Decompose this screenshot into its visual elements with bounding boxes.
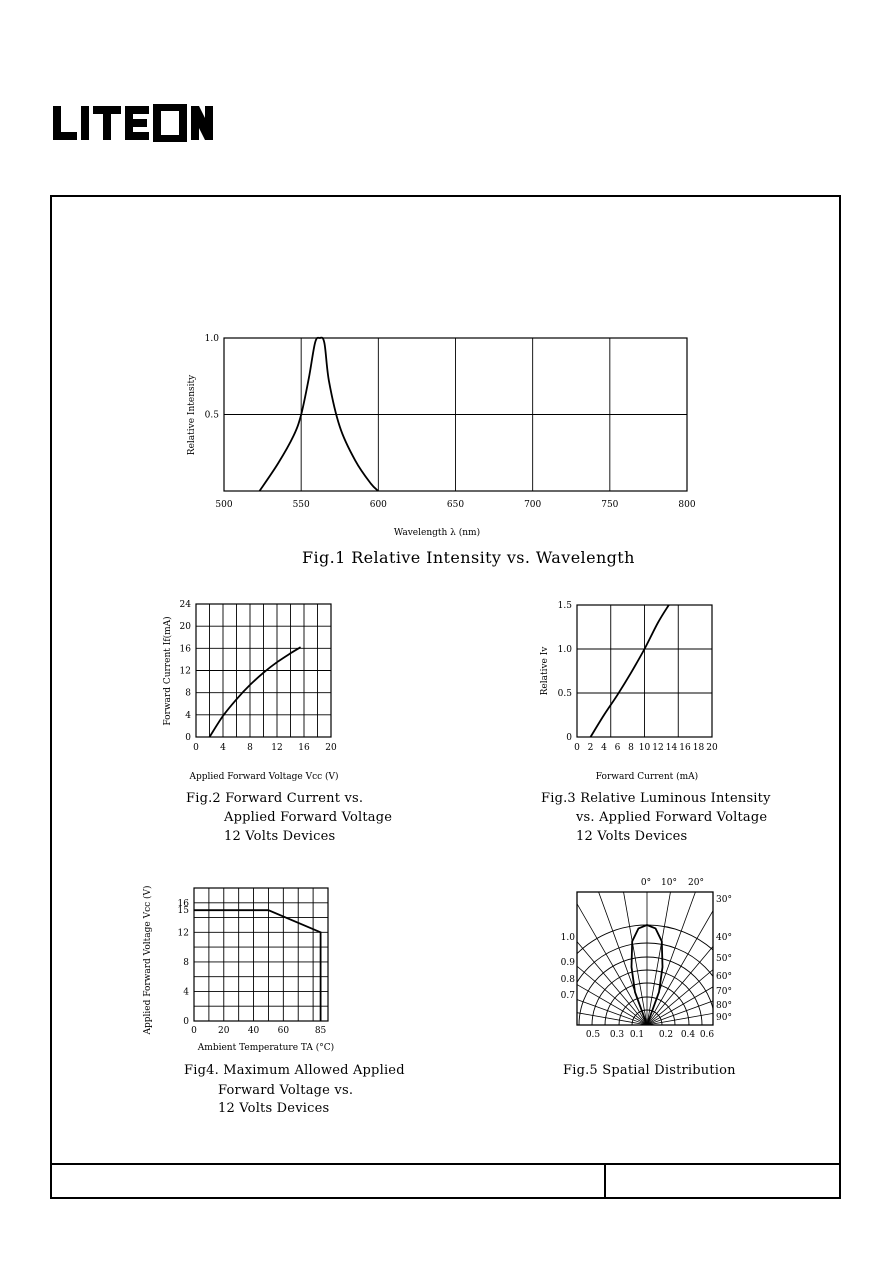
y-tick-label: 24 [179, 600, 191, 610]
x-tick-label: 60 [277, 1026, 290, 1036]
angle-label: 40° [716, 933, 732, 943]
angle-label: 30° [716, 895, 732, 905]
angle-label: 20° [688, 878, 704, 888]
fig4-caption-line: Fig4. Maximum Allowed Applied [184, 1063, 405, 1078]
x-tick-label: 16 [298, 743, 310, 753]
x-tick-label: 16 [679, 743, 691, 753]
angle-label: 0° [640, 878, 652, 888]
x-tick-label: 2 [587, 743, 594, 753]
footer-rule [52, 1163, 839, 1165]
x-tick-label: 14 [665, 743, 678, 753]
x-tick-label: 20 [218, 1026, 230, 1036]
fig5-caption-line: Fig.5 Spatial Distribution [563, 1063, 736, 1078]
y-tick-label: 0 [183, 1017, 189, 1027]
x-tick-label: 85 [314, 1026, 327, 1036]
fig1-caption-line: Fig.1 Relative Intensity vs. Wavelength [302, 548, 635, 567]
y-tick-label: 1.0 [557, 645, 572, 655]
x-axis-label: Ambient Temperature TA (°C) [197, 1043, 335, 1053]
y-tick-label: 8 [185, 688, 191, 699]
y-tick-label: 1.5 [557, 601, 572, 611]
x-tick-label: 12 [271, 743, 283, 753]
angle-label: 10° [661, 878, 677, 888]
x-tick-label: 8 [628, 743, 634, 753]
bottom-scale-label: 0.4 [680, 1030, 696, 1040]
x-tick-label: 700 [524, 500, 542, 510]
x-tick-label: 6 [614, 743, 621, 753]
y-tick-label: 0.5 [557, 689, 572, 699]
y-tick-label: 4 [185, 710, 191, 721]
series-line [591, 605, 669, 737]
x-tick-label: 0 [193, 743, 199, 753]
fig2-caption-line: 12 Volts Devices [224, 829, 336, 844]
angle-label: 80° [716, 1001, 732, 1011]
x-tick-label: 500 [215, 500, 233, 510]
x-tick-label: 4 [220, 743, 226, 753]
y-axis-label: Relative Intensity [187, 374, 197, 456]
bottom-scale-label: 0.1 [629, 1030, 645, 1040]
y-tick-label: 12 [177, 928, 189, 939]
x-tick-label: 8 [247, 743, 253, 753]
y-tick-label: 20 [179, 622, 191, 633]
y-tick-label: 16 [179, 644, 191, 655]
angle-label: 60° [716, 972, 732, 982]
fig4-caption-line: Forward Voltage vs. [218, 1083, 354, 1098]
liteon-logo [53, 104, 218, 142]
x-axis-label: Wavelength λ (nm) [393, 528, 481, 538]
fig2-caption-line: Fig.2 Forward Current vs. [186, 791, 364, 806]
x-tick-label: 10 [638, 743, 651, 753]
y-tick-label: 15 [177, 906, 189, 917]
angle-label: 90° [716, 1013, 732, 1023]
x-tick-label: 650 [446, 500, 465, 510]
x-tick-label: 600 [369, 500, 387, 510]
bottom-scale-label: 0.5 [585, 1030, 601, 1040]
fig3-caption-line: 12 Volts Devices [576, 829, 688, 844]
radial-label: 0.8 [560, 975, 575, 985]
y-axis-label: Relative Iv [540, 646, 550, 696]
fig2-caption-line: Applied Forward Voltage [224, 810, 393, 825]
plot-frame [577, 892, 713, 1025]
angle-label: 50° [716, 954, 732, 964]
x-tick-label: 18 [692, 743, 705, 753]
y-tick-label: 12 [179, 666, 191, 677]
x-tick-label: 750 [601, 500, 619, 510]
x-tick-label: 0 [574, 743, 580, 753]
y-tick-label: 0.5 [204, 410, 219, 421]
y-tick-label: 16 [177, 898, 189, 909]
y-axis-label: Forward Current If(mA) [163, 616, 173, 726]
bottom-scale-label: 0.3 [609, 1030, 625, 1040]
x-tick-label: 4 [601, 743, 607, 753]
y-tick-label: 0 [566, 733, 572, 743]
fig4-chart [138, 880, 353, 1060]
fig3-caption-line: vs. Applied Forward Voltage [576, 810, 768, 825]
footer-divider [604, 1163, 606, 1197]
x-tick-label: 40 [247, 1026, 260, 1036]
y-tick-label: 0 [185, 733, 191, 743]
y-tick-label: 8 [183, 957, 189, 968]
bottom-scale-label: 0.2 [658, 1030, 674, 1040]
angle-label: 70° [716, 987, 732, 997]
fig1-chart [180, 330, 710, 545]
x-tick-label: 20 [706, 743, 718, 753]
x-tick-label: 0 [191, 1026, 197, 1036]
x-tick-label: 800 [678, 500, 696, 510]
y-axis-label: Applied Forward Voltage Vcc (V) [143, 885, 153, 1035]
fig3-caption-line: Fig.3 Relative Luminous Intensity [541, 791, 771, 806]
radial-label: 0.7 [560, 991, 575, 1001]
x-tick-label: 12 [652, 743, 664, 753]
y-tick-label: 1.0 [204, 334, 219, 344]
x-axis-label: Applied Forward Voltage Vcc (V) [189, 772, 339, 782]
bottom-scale-label: 0.6 [699, 1030, 715, 1040]
fig2-chart [155, 595, 365, 785]
series-line [194, 910, 321, 1021]
x-tick-label: 550 [292, 500, 310, 510]
radial-label: 0.9 [560, 958, 575, 968]
x-tick-label: 20 [325, 743, 337, 753]
fig3-chart [535, 595, 730, 785]
fig4-caption-line: 12 Volts Devices [218, 1101, 330, 1116]
y-tick-label: 4 [183, 987, 189, 998]
plot-frame [194, 888, 328, 1021]
fig5-chart [555, 870, 745, 1045]
x-axis-label: Forward Current (mA) [595, 772, 699, 782]
radial-label: 1.0 [560, 933, 575, 943]
